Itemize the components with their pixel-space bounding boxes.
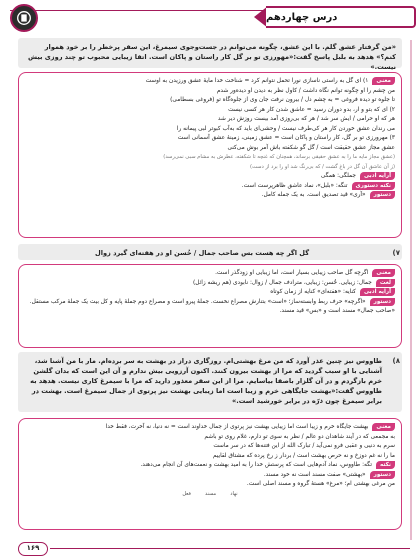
tip-tag: دستور — [370, 191, 395, 199]
grammar-tag: نکته دستوری — [352, 182, 396, 190]
answer-8-box — [18, 418, 402, 530]
page-header — [0, 4, 420, 30]
question-8-box — [18, 352, 402, 412]
answer-6-line-5: هر که او حرامی / ایش سر شد / هر که بی‌روزی آمد بیست روزش دیر شد — [217, 116, 395, 122]
answer-6-line-4: ۲) ای که بتو و ار، بدو دوران رسید = عاشق شدن کار هر کسی نیست — [228, 106, 395, 113]
answer-8-line-7: من مرغی بهشتی ام؛ «مرغ» هستهٔ گروه و مسند اصلی است. — [246, 481, 395, 487]
meaning-tag: معنی — [372, 77, 395, 85]
meaning-tag-7: معنی — [372, 269, 395, 277]
underline-label-predicate: مسند — [204, 491, 217, 497]
literary-tag-7: آرایه ادبی — [360, 288, 395, 296]
answer-7-box — [18, 264, 402, 348]
answer-7-tip-2: «صاحب جمال» مسند است و «بس» قید مسند. — [279, 308, 395, 314]
lesson-title: درس چهاردهم — [266, 11, 338, 23]
answer-8-line-6: «بهشتی» صفت مسند است نه خود مسند. — [263, 471, 366, 478]
lesson-title-box — [266, 6, 416, 28]
grammar-text: تنگه: «بلبل»، نماد عاشق ظاهرپرست است. — [241, 182, 348, 189]
answer-8-line-2: به مجمعی که در آیند شاهدان دو عالم / نظر به سوی تو دارم، غلام روی تو باشم — [204, 433, 395, 440]
page-number: ۱۶۹ — [18, 542, 48, 556]
underline-label-subject: نهاد — [230, 491, 238, 497]
answer-6-line-3: تا جلوه تو دیده فروغی = به چشم دل / بیرون نرفت جان وی از جلوه‌گاه تو (فروغی بسطامی) — [170, 97, 395, 103]
literary-text: جملگی: همگی — [320, 173, 356, 179]
page-footer — [10, 540, 410, 556]
answer-6-line-8: عشق مجاز عشق حقیقت است / گل گو شکفته باش آمر بوش می‌کنی — [227, 144, 395, 151]
question-7-number: ۷) — [392, 249, 400, 257]
answer-8-line-5: تگه: طاووس، نماد آدم‌هایی است که پرستش خدا را به امید بهشت و نعمت‌های آن انجام می‌دهند. — [140, 462, 372, 468]
question-7-text: گل اگر چه هست بس صاحب جمال / حُسن او در هفته‌ای گیرد زوال — [94, 249, 310, 257]
publisher-logo-icon — [10, 4, 38, 32]
question-6-box — [18, 38, 402, 71]
answer-6-line-6: می رندان عشق خوردن کار هر کی‌طرف نیست / وحشی‌ای باید که به‌آب کبوتر لبی پیمانه را — [176, 125, 395, 132]
answer-6-note-1: (عشق مجاز مایه ما را به عشق حقیقی برساند، همچنان که غنچه تا شکفته، عطرش به مشام سبی نمی‌رسد) — [163, 154, 395, 160]
answer-8-line-1: بهشت جایگاه خرم و زیبا است اما زیبایی بهشت نیز پرتوی از جمال خداوند است = نه دنیا، نه آخرت، فقط خدا — [105, 424, 369, 430]
answer-6-line-7: ۳) مهرورزی تو بر گل، کار راستان و پاکان است = عشق زمینی، زمینهٔ عشق آسمانی است — [177, 135, 395, 141]
question-8-text: طاووس نیز چنین عذر آورد که من مرغ بهشتی‌ام. روزگاری دراز در بهشت به سر برده‌ام. مار با من آشنا شد، آشنایی با او سبب گردید که مرا از بهشت بیرون کنند. اکنون آرزویی بیش ندارم و آن این است که بدان گلشن خرم بازگردم و در آن گلزار باصفا بیاسایم. مرا از این سفر معذور دارید که مرا با سیمرغ کاری نیست. هدهد به طاووس گفت:«بهشت جایگاهی خرم و زیبا است اما زیبایی بهشت نیز پرتوی از جمال سیمرغ است. بهشت در برابر سیمرغ چون ذرّه در برابر خورشید است.» — [30, 357, 382, 405]
question-8-number: ۸) — [392, 357, 400, 365]
grammar-underline-labels — [25, 490, 395, 499]
footer-rule — [50, 548, 410, 549]
point-tag-8: نکته — [376, 461, 395, 469]
answer-6-line-2: من چشم را او چگونه توانم نگاه داشت / کاول نظر به دیدن او دیده‌ور شدم — [216, 87, 395, 94]
header-rule — [10, 10, 270, 24]
answer-8-line-4: ما را نه غم دوزخ و نه حرص بهشت است / بردار ز رخ پرده که مشتاق لقاییم — [212, 452, 395, 459]
answer-6-line-1: ۱) ای گل به راستی ناسازی نورا تحمل نتوانم کرد = شناخت خدا مایهٔ عشق ورزیدن به اوست — [145, 78, 369, 84]
answer-6-note-2: (ز آن عاشق آن گل در باغ گشت / که بی‌رنگ شد او را برد از دست) — [250, 163, 395, 170]
answer-6-box — [18, 72, 402, 238]
question-7-box — [18, 244, 402, 260]
question-6-text: «من گرفتار عشق گلم. با این عشق، چگونه می‌توانم در جست‌وجوی سیمرغ، این سفر پرخطر را بر خود هموار کنم؟» هدهد به بلبل پاسخ گفت:«مهورزی تو بر گل کار راستان و پاکان است. اتفا زیبایی محبوب تو چند روزی بیش نیست.» — [27, 43, 396, 71]
vocab-tag-7: لغت — [376, 279, 395, 287]
tip-tag-8: دستور — [370, 471, 395, 479]
literary-tag: آرایه ادبی — [360, 172, 395, 180]
tip-tag-7: دستور — [370, 298, 395, 306]
tip-text: «آری» قید تصدیق است. به یک جمله کامل. — [261, 192, 366, 198]
answer-7-vocab: جمال: زیبایی. حُسن: زیبایی، مترادف جمال / زوال: نابودی (هم ریشه زائل) — [192, 279, 372, 286]
meaning-tag-8: معنی — [372, 423, 395, 431]
side-rule — [410, 40, 412, 540]
answer-7-literary: کنایه: «هفته‌ای» کنایه از زمان کوتاه — [270, 289, 356, 295]
answer-7-tip: «اگرچه» حرف ربط وابسته‌ساز؛ «است» بتنارش مصراع نخست. جملهٔ پیرو است و مصراع دوم جملهٔ پایه و کل بیت یک جملهٔ مرکب مستقل. — [29, 298, 366, 305]
answer-7-meaning: اگرچه گل صاحب زیبایی بسیار است، اما زیبایی او زودگذر است. — [215, 270, 369, 276]
answer-8-line-3: سرم به دنیی و عقبی فرو نمی‌آید / تبارک الله از این فتنه‌ها که در سر ماست — [213, 443, 395, 449]
underline-label-verb: فعل — [182, 491, 191, 497]
